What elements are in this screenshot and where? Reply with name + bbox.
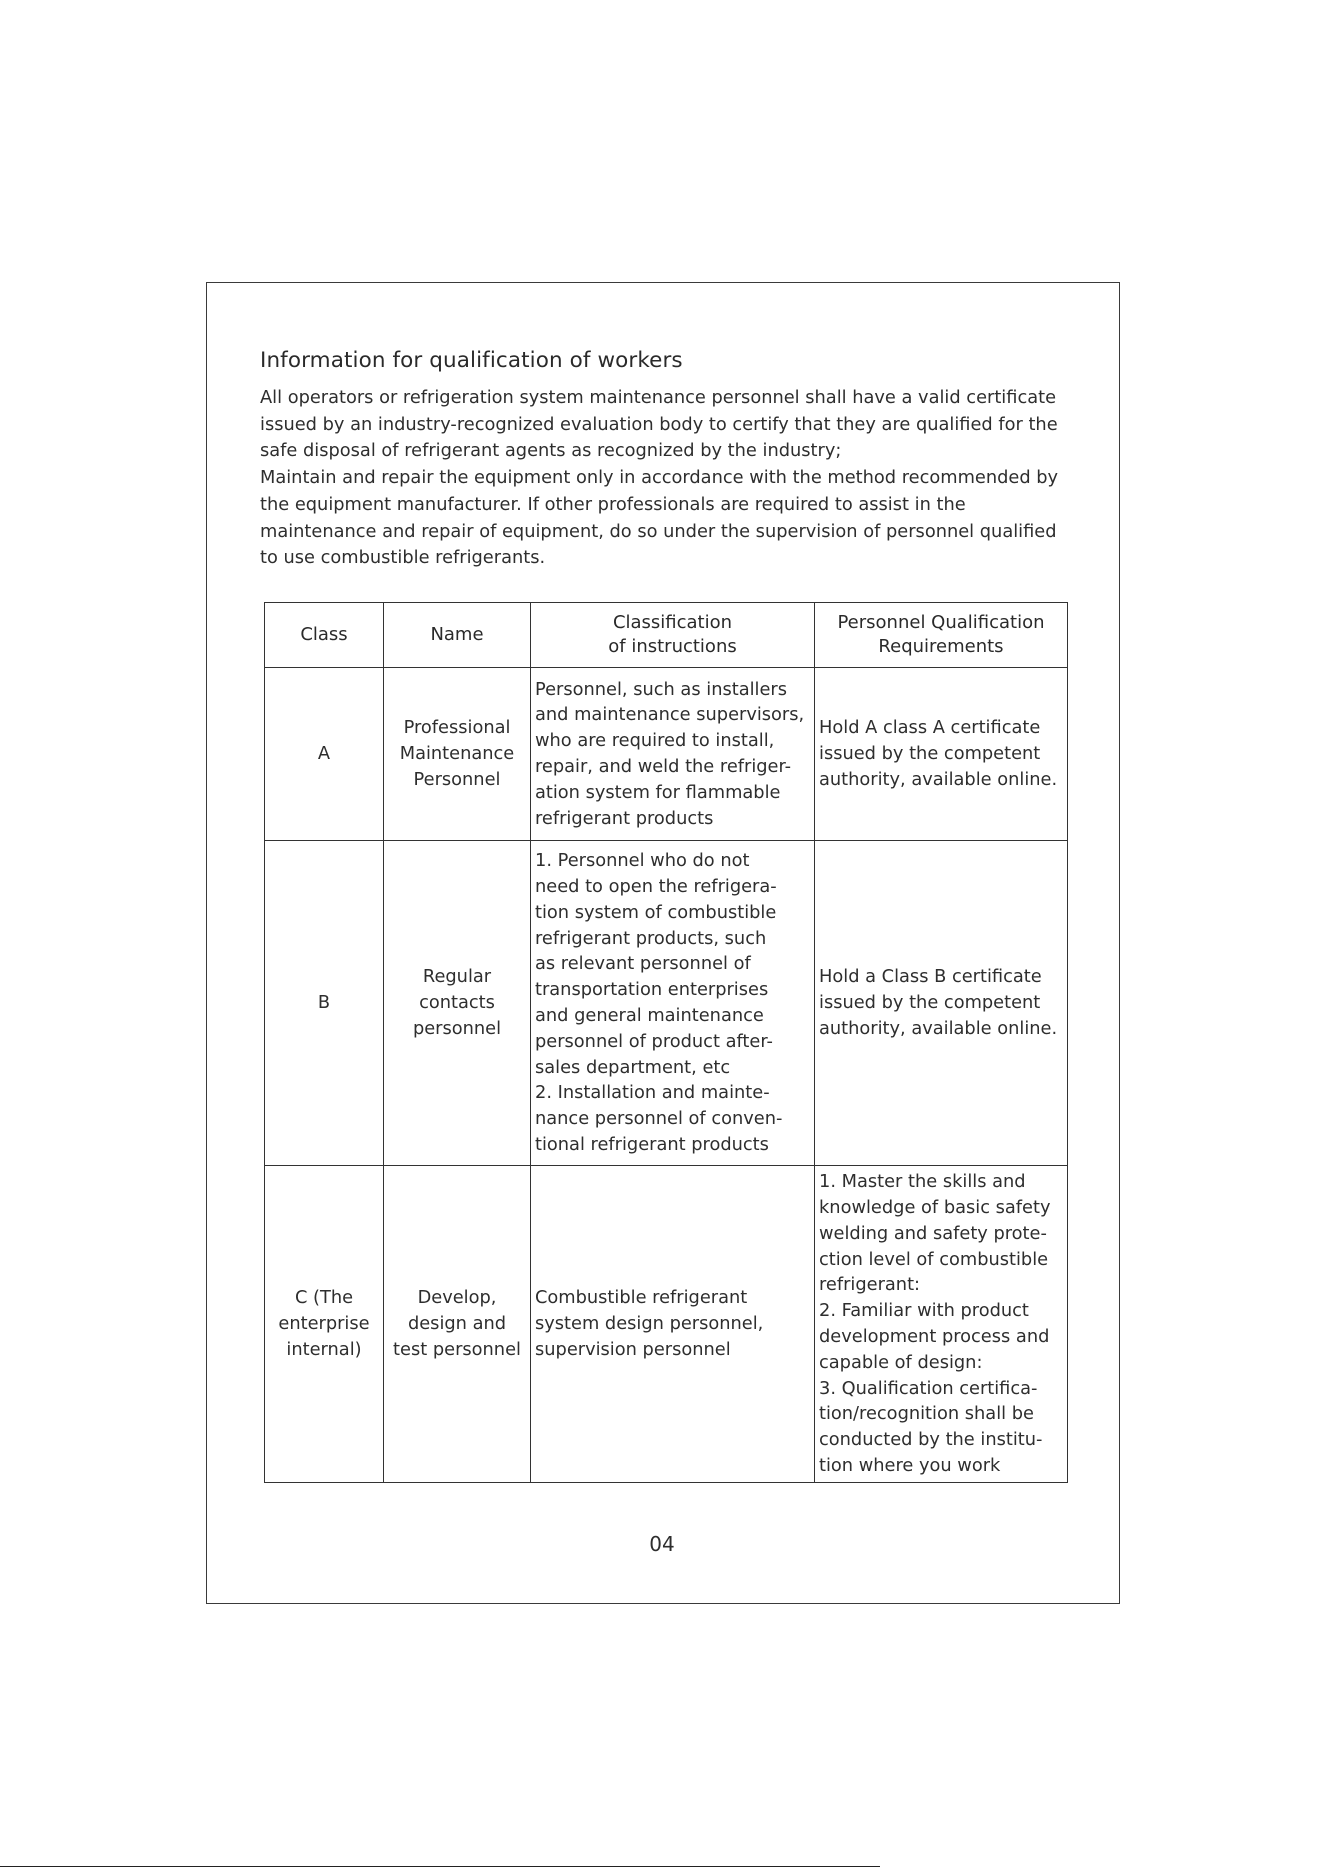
cell-class: B [265, 841, 384, 1166]
intro-paragraph: All operators or refrigeration system maintenance personnel shall have a valid certificate issued by an industry-recognized evaluation body to certify that they are qualified for the safe disposal of refrigerant agents as recognized by the industry; [260, 387, 1058, 462]
table-row [265, 1166, 1068, 1483]
table-row [265, 668, 1068, 841]
header-requirements: Personnel Qualification Requirements [815, 603, 1068, 668]
cell-name: Professional Maintenance Personnel [384, 668, 531, 841]
cell-class: C (The enterprise internal) [265, 1166, 384, 1483]
cell-requirements: Hold a Class B certificate issued by the competent authority, available online. [815, 841, 1068, 1166]
table-row [265, 841, 1068, 1166]
qualification-table [264, 602, 1068, 1483]
header-instructions: Classification of instructions [531, 603, 815, 668]
cell-class: A [265, 668, 384, 841]
header-name: Name [384, 603, 531, 668]
bottom-rule [0, 1866, 880, 1867]
cell-instructions: Combustible refrigerant system design personnel, supervision personnel [531, 1166, 815, 1483]
cell-name: Develop, design and test personnel [384, 1166, 531, 1483]
cell-instructions: 1. Personnel who do not need to open the refrigera- tion system of combustible refrigerant products, such as relevant personnel of transportation enterprises and general maintenance personnel of product after- sales department, etc 2. Installation and mainte- nance personnel of conven- tional refrigerant products [531, 841, 815, 1166]
cell-name: Regular contacts personnel [384, 841, 531, 1166]
page-number: 04 [649, 1532, 675, 1556]
table-header-row [265, 603, 1068, 668]
section-title: Information for qualification of workers [260, 348, 683, 373]
intro-paragraph: Maintain and repair the equipment only in accordance with the method recommended by the equipment manufacturer. If other professionals are required to assist in the maintenance and repair of equipment, do so under the supervision of personnel qualified to use combustible refrigerants. [260, 467, 1059, 569]
cell-requirements: Hold A class A certificate issued by the competent authority, available online. [815, 668, 1068, 841]
cell-requirements: 1. Master the skills and knowledge of basic safety welding and safety prote- ction level of combustible refrigerant: 2. Familiar with product development process and capable of design: 3. Qualification certifica- tion/recognition shall be conducted by the institu- tion where you work [815, 1166, 1068, 1483]
header-class: Class [265, 603, 384, 668]
cell-instructions: Personnel, such as installers and maintenance supervisors, who are required to install, repair, and weld the refriger- ation system for flammable refrigerant products [531, 668, 815, 841]
intro-text [260, 385, 1070, 572]
